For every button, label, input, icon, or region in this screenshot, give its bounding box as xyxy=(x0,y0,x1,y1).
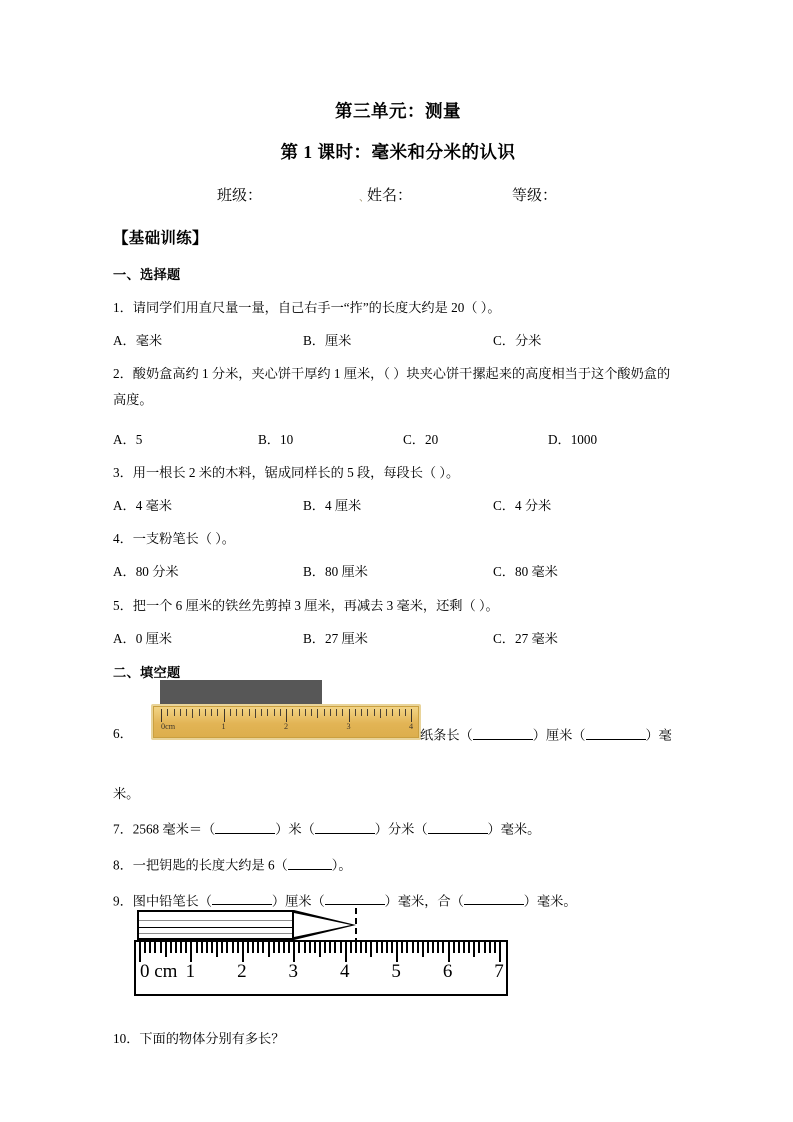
ruler-tick xyxy=(299,709,300,716)
q9-part4: ）毫米。 xyxy=(523,893,577,909)
ruler-tick xyxy=(499,942,501,962)
ruler-tick xyxy=(268,942,270,957)
question-9-text xyxy=(113,872,683,908)
q8-part2: ）。 xyxy=(331,857,352,873)
ruler-tick xyxy=(442,942,444,953)
ruler-tick xyxy=(458,942,460,953)
ruler-tick xyxy=(211,709,212,716)
ruler-tick xyxy=(139,942,141,962)
ruler-tick xyxy=(196,942,198,953)
ruler-label: 5 xyxy=(391,960,401,982)
q6-part2: ）厘米（ xyxy=(532,727,586,743)
ruler-tick xyxy=(374,709,375,716)
ruler-tick xyxy=(224,709,225,722)
question-6-number: 6． xyxy=(113,726,133,742)
ruler-tick xyxy=(230,709,231,716)
ruler-tick xyxy=(175,942,177,953)
ruler-tick xyxy=(242,942,244,962)
q7-part2: ）米（ xyxy=(275,821,315,837)
ruler-tick xyxy=(170,942,172,953)
ruler-tick xyxy=(217,709,218,716)
option-b[interactable]: B．10 xyxy=(258,431,294,447)
ruler-label: 3 xyxy=(346,722,351,732)
ruler-tick xyxy=(161,709,162,722)
option-c[interactable]: C．80 毫米 xyxy=(493,564,558,580)
ruler-tick xyxy=(211,942,213,953)
q9-part2: ）厘米（ xyxy=(271,893,325,909)
ruler-tick xyxy=(417,942,419,953)
ruler-tick xyxy=(232,942,234,953)
option-c[interactable]: C．27 毫米 xyxy=(493,630,558,646)
q9-part1: 9．图中铅笔长（ xyxy=(113,893,212,909)
ruler-tick xyxy=(422,942,424,957)
ruler-tick xyxy=(286,709,287,722)
ruler-tick xyxy=(160,942,162,953)
pencil-tip-fill xyxy=(294,913,351,937)
ruler-tick xyxy=(367,709,368,716)
ruler-tick xyxy=(304,942,306,953)
ruler-tick xyxy=(309,942,311,953)
question-10-text: 10．下面的物体分别有多长？ xyxy=(113,1030,285,1046)
ruler-tick xyxy=(199,709,200,716)
ruler-tick xyxy=(226,942,228,953)
ruler-tick xyxy=(391,942,393,953)
color-ruler-graphic xyxy=(151,704,421,740)
line-ruler-graphic xyxy=(134,940,508,996)
q7-blank-2[interactable] xyxy=(315,820,375,834)
ruler-tick xyxy=(370,942,372,957)
ruler-tick xyxy=(412,942,414,953)
ruler-tick xyxy=(144,942,146,953)
ruler-tick xyxy=(278,942,280,953)
ruler-tick xyxy=(267,709,268,716)
q9-blank-2[interactable] xyxy=(325,892,385,906)
option-b[interactable]: B．80 厘米 xyxy=(303,564,368,580)
measure-dashed-line xyxy=(355,908,357,944)
ruler-tick xyxy=(437,942,439,953)
grade-label: 等级： xyxy=(512,188,558,204)
ruler-tick xyxy=(386,942,388,953)
ruler-tick xyxy=(180,709,181,716)
ruler-tick xyxy=(349,709,350,722)
ruler-tick xyxy=(463,942,465,953)
ruler-tick xyxy=(405,709,406,716)
ruler-tick xyxy=(360,942,362,953)
ruler-tick xyxy=(361,709,362,716)
ruler-tick xyxy=(489,942,491,953)
ruler-tick xyxy=(473,942,475,957)
question-3-options xyxy=(113,479,683,512)
pencil-ruler-figure xyxy=(113,908,683,1018)
ruler-tick xyxy=(185,942,187,953)
ruler-tick xyxy=(317,709,318,718)
ruler-tick xyxy=(453,942,455,953)
ruler-tick xyxy=(324,709,325,716)
option-a[interactable]: A．4 毫米 xyxy=(113,497,172,513)
ruler-tick xyxy=(201,942,203,953)
q7-part1: 7．2568 毫米＝（ xyxy=(113,821,216,837)
ruler-tick xyxy=(293,942,295,962)
ruler-tick xyxy=(206,942,208,953)
ruler-tick xyxy=(292,709,293,716)
ruler-tick xyxy=(180,942,182,953)
ruler-label: 3 xyxy=(288,960,299,982)
q8-blank-1[interactable] xyxy=(288,856,332,870)
question-2-text: 2．酸奶盒高约 1 分米，夹心饼干厚约 1 厘米，（ ）块夹心饼干摞起来的高度相当于这个酸奶盒的高度。 xyxy=(113,366,671,407)
q7-blank-1[interactable] xyxy=(215,820,275,834)
question-6-row xyxy=(113,679,683,767)
ruler-tick xyxy=(365,942,367,953)
q6-blank-1[interactable] xyxy=(473,726,533,740)
option-b[interactable]: B．27 厘米 xyxy=(303,630,368,646)
lesson-title: 第 1 课时：毫米和分米的认识 xyxy=(280,141,516,162)
ruler-tick xyxy=(262,942,264,953)
q6-part3: ）毫 xyxy=(645,727,672,743)
ruler-tick xyxy=(252,942,254,953)
ruler-tick xyxy=(376,942,378,953)
class-label: 班级： xyxy=(217,188,263,204)
ruler-tick xyxy=(392,709,393,716)
name-label: 姓名： xyxy=(367,188,413,204)
ruler-tick xyxy=(154,942,156,953)
ruler-tick xyxy=(468,942,470,953)
ruler-tick xyxy=(192,709,193,718)
ruler-tick xyxy=(427,942,429,953)
ruler-tick xyxy=(406,942,408,953)
question-4-options xyxy=(113,545,683,578)
option-d[interactable]: D．1000 xyxy=(548,431,598,447)
question-6-text-continued: 米。 xyxy=(113,786,140,802)
question-3-text: 3．用一根长 2 米的木料，锯成同样长的 5 段，每段长（ ）。 xyxy=(113,464,460,480)
ruler-tick xyxy=(401,942,403,953)
section-multiple-choice: 一、选择题 xyxy=(113,266,181,282)
ruler-tick xyxy=(350,942,352,953)
ruler-tick xyxy=(386,709,387,716)
ruler-tick xyxy=(257,942,259,953)
question-1-text: 1．请同学们用直尺量一量，自己右手一“拃”的长度大约是 20（ ）。 xyxy=(113,299,501,315)
ruler-label: 4 xyxy=(339,960,350,982)
option-c[interactable]: C．20 xyxy=(403,431,439,447)
ruler-tick xyxy=(255,709,256,718)
ruler-tick xyxy=(494,942,496,953)
ruler-label: 2 xyxy=(237,960,247,982)
ruler-tick xyxy=(190,942,192,962)
option-a[interactable]: A．0 厘米 xyxy=(113,630,172,646)
question-7-text xyxy=(113,800,683,836)
ruler-tick xyxy=(288,942,290,953)
ruler-tick xyxy=(319,942,321,957)
ruler-tick xyxy=(247,942,249,953)
ruler-tick xyxy=(305,709,306,716)
ruler-label: 7 xyxy=(494,960,504,982)
ruler-tick xyxy=(380,709,381,718)
question-5-text: 5．把一个 6 厘米的铁丝先剪掉 3 厘米，再减去 3 毫米，还剩（ ）。 xyxy=(113,597,499,613)
pencil-line-2 xyxy=(139,927,292,928)
q9-blank-3[interactable] xyxy=(464,892,524,906)
ruler-tick xyxy=(249,709,250,716)
ruler-tick xyxy=(478,942,480,953)
paper-strip-graphic xyxy=(160,680,322,705)
student-info-line xyxy=(113,161,683,204)
option-a[interactable]: A．80 分米 xyxy=(113,564,179,580)
option-c[interactable]: C．分米 xyxy=(493,332,542,348)
ruler-tick xyxy=(242,709,243,716)
ruler-tick xyxy=(330,709,331,716)
q7-part3: ）分米（ xyxy=(374,821,428,837)
ruler-tick xyxy=(411,709,412,722)
ruler-tick xyxy=(334,942,336,953)
q9-blank-1[interactable] xyxy=(212,892,272,906)
q9-part3: ）毫米，合（ xyxy=(384,893,464,909)
ruler-tick xyxy=(396,942,398,962)
ruler-tick xyxy=(345,942,347,962)
q6-blank-2[interactable] xyxy=(586,726,646,740)
ruler-tick xyxy=(329,942,331,953)
ruler-tick xyxy=(149,942,151,953)
page-title: 第三单元：测量 xyxy=(335,101,461,121)
q8-part1: 8．一把钥匙的长度大约是 6（ xyxy=(113,857,288,873)
question-5-options xyxy=(113,612,683,645)
ruler-tick xyxy=(324,942,326,953)
ruler-tick xyxy=(355,709,356,716)
question-4-text: 4．一支粉笔长（ ）。 xyxy=(113,531,235,547)
ruler-label: 1 xyxy=(221,722,226,732)
question-6-text xyxy=(420,726,672,742)
option-b[interactable]: B．4 厘米 xyxy=(303,497,362,513)
ruler-tick xyxy=(298,942,300,953)
question-8-text xyxy=(113,836,683,872)
pencil-body-graphic xyxy=(137,910,294,940)
ruler-label: 2 xyxy=(283,722,289,732)
ruler-tick xyxy=(221,942,223,953)
ruler-tick xyxy=(165,942,167,957)
stray-mark: 、 xyxy=(359,193,369,204)
ruler-tick xyxy=(216,942,218,957)
ruler-tick xyxy=(342,709,343,716)
ruler-tick xyxy=(336,709,337,716)
ruler-tick xyxy=(273,942,275,953)
ruler-tick xyxy=(399,709,400,716)
ruler-tick xyxy=(381,942,383,953)
ruler-tick xyxy=(174,709,175,716)
ruler-tick xyxy=(355,942,357,953)
ruler-tick xyxy=(484,942,486,953)
question-2-options xyxy=(113,413,683,446)
ruler-tick xyxy=(236,709,237,716)
ruler-tick xyxy=(186,709,187,716)
q7-blank-3[interactable] xyxy=(428,820,488,834)
ruler-label: 4 xyxy=(408,722,414,732)
ruler-tick xyxy=(261,709,262,716)
option-a[interactable]: A．5 xyxy=(113,431,143,447)
ruler-tick xyxy=(340,942,342,953)
ruler-tick xyxy=(283,942,285,953)
ruler-tick xyxy=(274,709,275,716)
ruler-tick xyxy=(237,942,239,953)
ruler-label: 1 xyxy=(185,960,196,982)
ruler-tick xyxy=(448,942,450,962)
ruler-tick xyxy=(205,709,206,716)
question-1-options xyxy=(113,314,683,347)
pencil-line-1 xyxy=(139,920,292,921)
section-fill-in-blank: 二、填空题 xyxy=(113,665,181,680)
page-content xyxy=(113,0,683,1045)
ruler-tick xyxy=(280,709,281,716)
ruler-tick xyxy=(311,709,312,716)
q7-part4: ）毫米。 xyxy=(487,821,541,837)
ruler-label: 6 xyxy=(442,960,453,982)
ruler-tick xyxy=(167,709,168,716)
ruler-tick xyxy=(314,942,316,953)
ruler-label: 0 cm xyxy=(140,960,178,982)
q6-part1: 纸条长（ xyxy=(420,727,473,743)
option-b[interactable]: B．厘米 xyxy=(303,332,352,348)
ruler-label: 0cm xyxy=(161,722,176,732)
option-a[interactable]: A．毫米 xyxy=(113,332,163,348)
option-c[interactable]: C．4 分米 xyxy=(493,497,552,513)
section-basic-training: 【基础训练】 xyxy=(113,230,208,247)
ruler-tick xyxy=(432,942,434,953)
pencil-line-3 xyxy=(139,933,292,934)
